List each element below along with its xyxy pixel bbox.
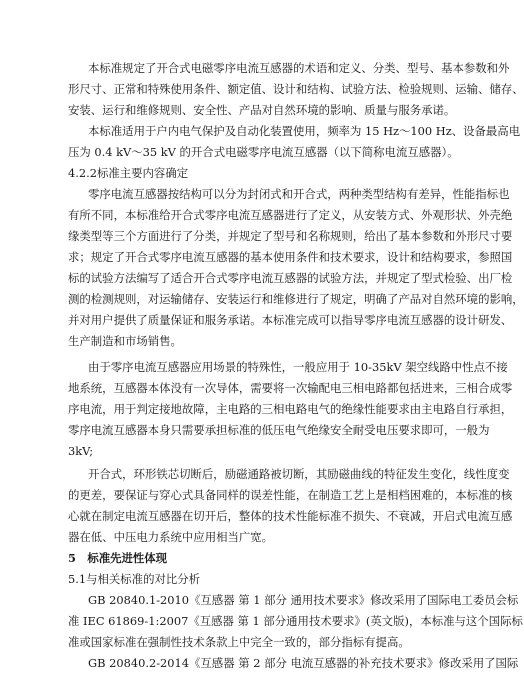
application-paragraph-line: 序电流，用于判定接地故障，主电路的三相电路电气的绝缘性能要求由主电路自行承担， <box>68 402 513 416</box>
split-core-paragraph-line: 心就在制定电流互感器在切开后，整体的技术性能标准不损失、不衰减，开启式电流互感 <box>68 509 513 523</box>
scope-paragraph-line: 形尺寸、正常和特殊使用条件、额定值、设计和结构、试验方法、检验规则、运输、储存、 <box>68 82 524 96</box>
comparison-paragraph-line: 准或国家标准在强制性技术条款上中完全一致的，部分指标有提高。 <box>68 635 410 649</box>
application-paragraph-line: 地系统，互感器本体没有一次导体，需要将一次输配电三相电路都包括进来，三相合成零 <box>68 381 513 395</box>
comparison-paragraph-line: GB 20840.1-2010《互感器 第 1 部分 通用技术要求》修改采用了国际电工委员会标 <box>88 593 519 607</box>
content-paragraph-line: 标的试验方法编写了适合开合式零序电流互感器的试验方法，并规定了型式检验、出厂检 <box>68 271 513 285</box>
scope-paragraph-line: 本标准规定了开合式电磁零序电流互感器的术语和定义、分类、型号、基本参数和外 <box>88 61 510 75</box>
content-paragraph-line: 求；规定了开合式零序电流互感器的基本使用条件和技术要求，设计和结构要求，参照国 <box>68 250 513 264</box>
split-core-paragraph-line: 的更差，要保证与穿心式具备同样的误差性能，在制造工艺上是相档困难的，本标准的核 <box>68 488 513 502</box>
content-paragraph-line: 缘类型等三个方面进行了分类，并规定了型号和名称规则，给出了基本参数和外形尺寸要 <box>68 229 513 243</box>
applicability-paragraph-line: 本标准适用于户内电气保护及自动化装置使用，频率为 15 Hz～100 Hz、设备最高电 <box>88 124 521 138</box>
split-core-paragraph-line: 开合式，环形铁芯切断后，励磁通路被切断，其励磁曲线的特征发生变化，线性度变 <box>88 467 510 481</box>
content-paragraph-line: 零序电流互感器按结构可以分为封闭式和开合式，两种类型结构有差异，性能指标也 <box>88 187 510 201</box>
section-heading-5: 5 标准先进性体现 <box>68 551 168 565</box>
section-heading-5-1: 5.1与相关标准的对比分析 <box>68 572 201 586</box>
comparison-paragraph-line: GB 20840.2-2014《互感器 第 2 部分 电流互感器的补充技术要求》修改采用了国际 <box>88 656 519 670</box>
content-paragraph-line: 有所不同，本标准给开合式零序电流互感器进行了定义，从安装方式、外观形状、外壳绝 <box>68 208 513 222</box>
application-paragraph-line: 零序电流互感器本身只需要承担标准的低压电气绝缘安全耐受电压要求即可，一般为 <box>68 423 490 437</box>
application-paragraph-line: 由于零序电流互感器应用场景的特殊性，一般应用于 10-35kV 架空线路中性点不接 <box>88 360 508 374</box>
section-heading-4-2-2: 4.2.2标准主要内容确定 <box>68 166 189 180</box>
content-paragraph-line: 测的检测规则，对运输储存、安装运行和维修进行了规定，明确了产品对自然环境的影响， <box>68 292 524 306</box>
application-paragraph-line: 3kV; <box>68 444 94 458</box>
comparison-paragraph-line: 准 IEC 61869-1:2007《互感器 第 1 部分通用技术要求》(英文版)，本标准与这个国际标 <box>68 614 523 628</box>
applicability-paragraph-line: 压为 0.4 kV～35 kV 的开合式电磁零序电流互感器（以下简称电流互感器）。 <box>68 145 459 159</box>
scope-paragraph-line: 安装、运行和维修规则、安全性、产品对自然环境的影响、质量与服务承诺。 <box>68 103 456 117</box>
content-paragraph-line: 生产制造和市场销售。 <box>68 334 182 348</box>
split-core-paragraph-line: 器在低、中压电力系统中应用相当广宽。 <box>68 530 274 544</box>
content-paragraph-line: 并对用户提供了质量保证和服务承诺。本标准完成可以指导零序电流互感器的设计研发、 <box>68 313 513 327</box>
